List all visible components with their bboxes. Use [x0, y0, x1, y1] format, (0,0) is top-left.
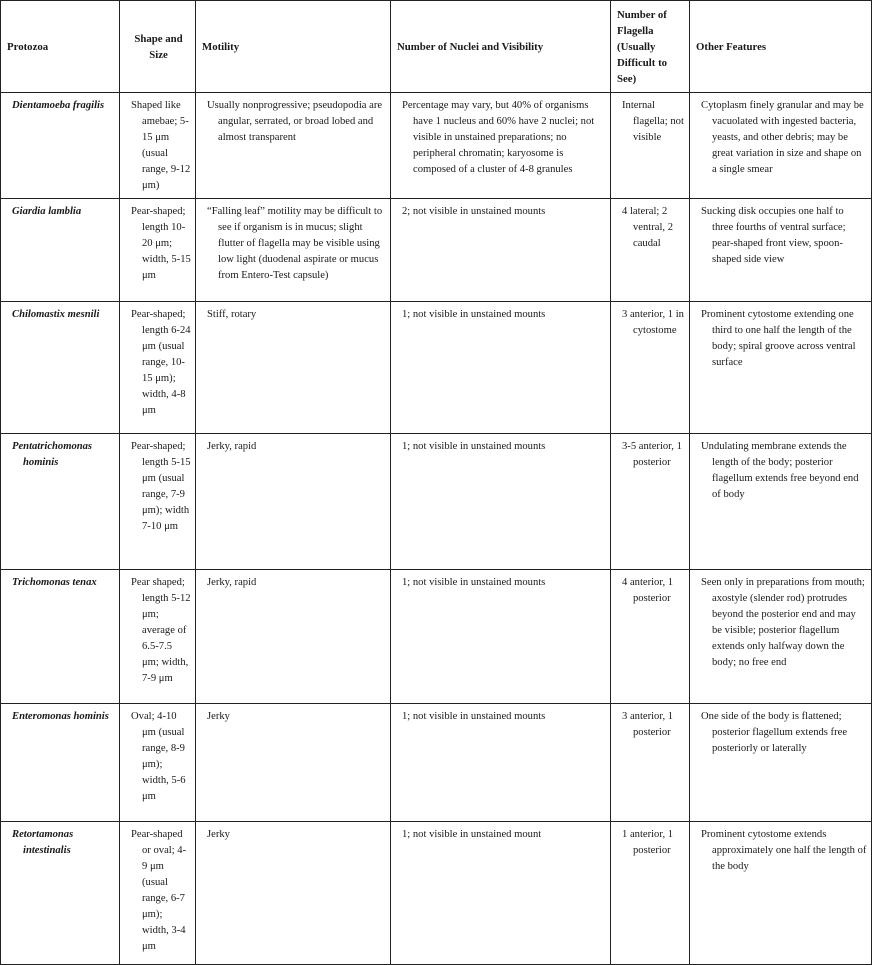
header-protozoa: Protozoa	[1, 1, 120, 93]
cell-shape-size	[120, 570, 196, 704]
cell-nuclei	[391, 93, 611, 199]
cell-flagella	[611, 93, 690, 199]
flagella-text: 1 anterior, 1 posterior	[622, 829, 674, 856]
cell-other-features	[690, 434, 872, 570]
cell-motility	[196, 704, 391, 822]
cell-shape-size	[120, 434, 196, 570]
cell-motility	[196, 570, 391, 704]
motility-text: “Falling leaf” motility may be difficult to see if organism is in mucus; slight flutter of flagella may be visible using low light (duodenal aspirate or mucus from Entero-Test capsule)	[207, 206, 383, 281]
header-motility: Motility	[196, 1, 391, 93]
cell-flagella	[611, 434, 690, 570]
cell-flagella	[611, 822, 690, 965]
motility-text: Stiff, rotary	[207, 309, 257, 320]
table-row	[1, 199, 872, 302]
shape-size-text: Shaped like amebae; 5-15 μm (usual range, 9-12 μm)	[131, 100, 191, 191]
cell-nuclei	[391, 302, 611, 434]
cell-shape-size	[120, 93, 196, 199]
header-other-features: Other Features	[690, 1, 872, 93]
header-nuclei: Number of Nuclei and Visibility	[391, 1, 611, 93]
cell-flagella	[611, 302, 690, 434]
other-features-text: Seen only in preparations from mouth; axostyle (slender rod) protrudes beyond the posterior end and may be visible; posterior flagellum extends only halfway down the body; no free end	[701, 577, 865, 668]
motility-text: Jerky	[207, 829, 230, 840]
shape-size-text: Oval; 4-10 μm (usual range, 8-9 μm); width, 5-6 μm	[131, 711, 186, 802]
protozoa-name: Pentatrichomonas hominis	[12, 441, 93, 468]
other-features-text: Sucking disk occupies one half to three fourths of ventral surface; pear-shaped front view, spoon-shaped side view	[701, 206, 846, 265]
other-features-text: Prominent cytostome extends approximately one half the length of the body	[701, 829, 867, 872]
protozoa-name: Dientamoeba fragilis	[12, 100, 105, 111]
shape-size-text: Pear-shaped; length 6-24 μm (usual range, 10-15 μm); width, 4-8 μm	[131, 309, 191, 416]
header-flagella: Number of Flagella (Usually Difficult to See)	[611, 1, 690, 93]
cell-flagella	[611, 570, 690, 704]
nuclei-text: 1; not visible in unstained mounts	[402, 577, 546, 588]
header-shape-size: Shape and Size	[120, 1, 196, 93]
cell-nuclei	[391, 570, 611, 704]
cell-shape-size	[120, 822, 196, 965]
cell-nuclei	[391, 822, 611, 965]
cell-motility	[196, 199, 391, 302]
table-row	[1, 434, 872, 570]
table-row	[1, 570, 872, 704]
cell-protozoa	[1, 570, 120, 704]
table-row	[1, 93, 872, 199]
cell-protozoa	[1, 434, 120, 570]
cell-motility	[196, 822, 391, 965]
protozoa-name: Retortamonas intestinalis	[12, 829, 74, 856]
cell-other-features	[690, 822, 872, 965]
cell-protozoa	[1, 822, 120, 965]
protozoa-name: Enteromonas hominis	[12, 711, 109, 722]
header-row	[1, 1, 872, 93]
shape-size-text: Pear-shaped; length 10-20 μm; width, 5-15 μm	[131, 206, 191, 281]
cell-other-features	[690, 570, 872, 704]
cell-other-features	[690, 704, 872, 822]
cell-flagella	[611, 199, 690, 302]
protozoa-name: Giardia lamblia	[12, 206, 82, 217]
motility-text: Usually nonprogressive; pseudopodia are angular, serrated, or broad lobed and almost transparent	[207, 100, 383, 143]
cell-motility	[196, 434, 391, 570]
cell-protozoa	[1, 704, 120, 822]
motility-text: Jerky, rapid	[207, 441, 257, 452]
nuclei-text: 1; not visible in unstained mount	[402, 829, 542, 840]
flagella-text: 3 anterior, 1 posterior	[622, 711, 674, 738]
cell-nuclei	[391, 704, 611, 822]
cell-protozoa	[1, 93, 120, 199]
other-features-text: Prominent cytostome extending one third to one half the length of the body; spiral groove across ventral surface	[701, 309, 856, 368]
table-row	[1, 822, 872, 965]
cell-flagella	[611, 704, 690, 822]
cell-other-features	[690, 199, 872, 302]
shape-size-text: Pear shaped; length 5-12 μm; average of 6.5-7.5 μm; width, 7-9 μm	[131, 577, 191, 684]
cell-shape-size	[120, 302, 196, 434]
cell-protozoa	[1, 199, 120, 302]
table-row	[1, 302, 872, 434]
other-features-text: Undulating membrane extends the length of the body; posterior flagellum extends free beyond end of body	[701, 441, 859, 500]
nuclei-text: Percentage may vary, but 40% of organisms have 1 nucleus and 60% have 2 nuclei; not visible in unstained preparations; no peripheral chromatin; karyosome is composed of a cluster of 4-8 granules	[402, 100, 595, 175]
cell-other-features	[690, 93, 872, 199]
cell-nuclei	[391, 434, 611, 570]
protozoa-name: Chilomastix mesnili	[12, 309, 100, 320]
other-features-text: One side of the body is flattened; posterior flagellum extends free posteriorly or laterally	[701, 711, 848, 754]
nuclei-text: 1; not visible in unstained mounts	[402, 309, 546, 320]
flagella-text: 3-5 anterior, 1 posterior	[622, 441, 682, 468]
other-features-text: Cytoplasm finely granular and may be vacuolated with ingested bacteria, yeasts, and other debris; may be great variation in size and shape on a single smear	[701, 100, 864, 175]
cell-shape-size	[120, 704, 196, 822]
flagella-text: 4 anterior, 1 posterior	[622, 577, 674, 604]
flagella-text: 4 lateral; 2 ventral, 2 caudal	[622, 206, 674, 249]
nuclei-text: 1; not visible in unstained mounts	[402, 711, 546, 722]
flagella-text: 3 anterior, 1 in cytostome	[622, 309, 684, 336]
cell-motility	[196, 302, 391, 434]
shape-size-text: Pear-shaped; length 5-15 μm (usual range, 7-9 μm); width 7-10 μm	[131, 441, 191, 532]
table-row	[1, 704, 872, 822]
cell-other-features	[690, 302, 872, 434]
cell-protozoa	[1, 302, 120, 434]
protozoa-name: Trichomonas tenax	[12, 577, 97, 588]
cell-shape-size	[120, 199, 196, 302]
nuclei-text: 2; not visible in unstained mounts	[402, 206, 546, 217]
flagella-text: Internal flagella; not visible	[622, 100, 684, 143]
motility-text: Jerky	[207, 711, 230, 722]
shape-size-text: Pear-shaped or oval; 4-9 μm (usual range, 6-7 μm); width, 3-4 μm	[131, 829, 187, 952]
motility-text: Jerky, rapid	[207, 577, 257, 588]
nuclei-text: 1; not visible in unstained mounts	[402, 441, 546, 452]
cell-motility	[196, 93, 391, 199]
cell-nuclei	[391, 199, 611, 302]
